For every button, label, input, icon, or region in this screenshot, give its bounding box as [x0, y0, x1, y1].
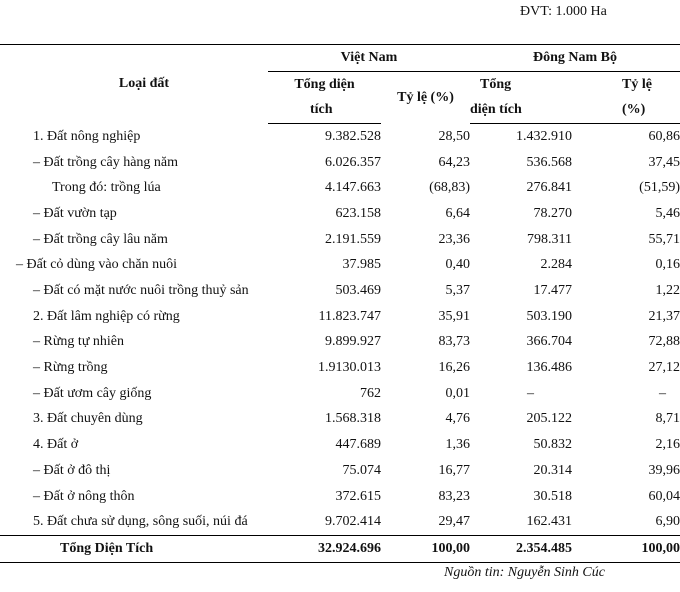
dnb-ratio-cell: 55,71: [648, 231, 680, 247]
dnb-area-cell: 798.311: [527, 231, 572, 247]
row-label: Trong đó: trồng lúa: [52, 180, 161, 196]
dnb-ratio-cell: (51,59): [639, 180, 680, 196]
dnb-area-cell: 17.477: [533, 283, 572, 299]
vn-area-cell: 9.382.528: [325, 128, 381, 144]
dnb-area-cell: 162.431: [526, 514, 572, 530]
dnb-area-cell: 503.190: [526, 308, 572, 324]
dnb-ratio-cell: 6,90: [655, 514, 680, 530]
source-note: Nguồn tin: Nguyễn Sinh Cúc: [444, 565, 605, 580]
total-dnb-area: 2.354.485: [470, 536, 572, 563]
row-label: – Đất trồng cây hàng năm: [33, 154, 179, 170]
vn-area-cell: 9.899.927: [325, 334, 381, 350]
table-row: [0, 253, 680, 279]
vn-ratio-cell: 0,01: [445, 385, 470, 401]
header-dong-nam-bo: Đông Nam Bộ: [470, 45, 680, 72]
header-land-type: Loại đất: [0, 45, 268, 124]
dnb-ratio-cell: 1,22: [655, 283, 680, 299]
vn-area-cell: 1.568.318: [325, 411, 381, 427]
table-row: [0, 381, 680, 407]
row-label: 4. Đất ở: [33, 437, 79, 453]
table-row: [0, 407, 680, 433]
dnb-ratio-cell: 72,88: [648, 334, 680, 350]
row-label: – Đất ở nông thôn: [33, 488, 135, 504]
vn-ratio-cell: 4,76: [445, 411, 470, 427]
table-row: [0, 484, 680, 510]
vn-ratio-cell: 28,50: [438, 128, 470, 144]
vn-area-cell: 2.191.559: [325, 231, 381, 247]
table-row: [0, 278, 680, 304]
dnb-ratio-cell: 2,16: [655, 437, 680, 453]
row-label: 5. Đất chưa sử dụng, sông suối, núi đá: [33, 514, 248, 530]
vn-ratio-cell: (68,83): [429, 180, 470, 196]
header-vietnam: Việt Nam: [268, 45, 470, 72]
table-row: [0, 227, 680, 253]
vn-area-cell: 37.985: [342, 257, 381, 273]
total-dnb-ratio: 100,00: [572, 536, 680, 563]
row-label: – Rừng trồng: [33, 360, 108, 376]
table-row: [0, 124, 680, 150]
header-dnb-ratio-line1: Tỷ lệ: [622, 76, 652, 92]
row-label: – Đất có mặt nước nuôi trồng thuỷ sản: [33, 283, 249, 299]
table-row: [0, 432, 680, 458]
vn-area-cell: 1.9130.013: [318, 360, 381, 376]
table-row: [0, 355, 680, 381]
vn-area-cell: 623.158: [335, 205, 381, 221]
table-row: [0, 150, 680, 176]
header-dnb-ratio-line2: (%): [572, 97, 680, 123]
row-label: – Đất cỏ dùng vào chăn nuôi: [16, 257, 177, 273]
header-dnb-area-line2: diện tích: [470, 97, 572, 123]
dnb-area-cell: 205.122: [526, 411, 572, 427]
dnb-ratio-cell: 8,71: [655, 411, 680, 427]
dnb-area-cell: 50.832: [533, 437, 572, 453]
vn-ratio-cell: 16,77: [438, 462, 470, 478]
dnb-area-cell: 1.432.910: [516, 128, 572, 144]
table-row: [0, 458, 680, 484]
table-row: [0, 330, 680, 356]
land-use-table: [0, 44, 680, 563]
header-vn-area-line2: tích: [268, 97, 381, 123]
vn-ratio-cell: 16,26: [438, 360, 470, 376]
dnb-ratio-cell: 0,16: [655, 257, 680, 273]
vn-ratio-cell: 6,64: [445, 205, 470, 221]
row-label: 1. Đất nông nghiệp: [33, 128, 141, 144]
vn-area-cell: 9.702.414: [325, 514, 381, 530]
row-label: – Đất trồng cây lâu năm: [33, 231, 168, 247]
dnb-area-cell: 536.568: [526, 154, 572, 170]
dnb-area-cell: 136.486: [526, 360, 572, 376]
dnb-ratio-cell: 5,46: [655, 205, 680, 221]
vn-ratio-cell: 0,40: [445, 257, 470, 273]
dnb-ratio-cell: 60,86: [648, 128, 680, 144]
vn-ratio-cell: 35,91: [438, 308, 470, 324]
table-row: [0, 304, 680, 330]
header-vn-ratio: Tỷ lệ (%): [397, 89, 454, 105]
vn-ratio-cell: 1,36: [445, 437, 470, 453]
vn-area-cell: 372.615: [335, 488, 381, 504]
dnb-area-cell: 30.518: [533, 488, 572, 504]
vn-ratio-cell: 64,23: [438, 154, 470, 170]
dnb-area-cell: –: [527, 385, 534, 401]
dnb-ratio-cell: 27,12: [648, 360, 680, 376]
total-label: Tổng Diện Tích: [0, 536, 268, 563]
table-body: [0, 124, 680, 536]
dnb-area-cell: 20.314: [533, 462, 572, 478]
total-vn-area: 32.924.696: [268, 536, 381, 563]
table-row: [0, 175, 680, 201]
row-label: – Đất vườn tạp: [33, 205, 117, 221]
vn-area-cell: 75.074: [342, 462, 381, 478]
vn-area-cell: 447.689: [335, 437, 381, 453]
vn-area-cell: 11.823.747: [318, 308, 381, 324]
dnb-area-cell: 366.704: [526, 334, 572, 350]
table-row: [0, 201, 680, 227]
dnb-ratio-cell: –: [659, 385, 666, 401]
vn-area-cell: 4.147.663: [325, 180, 381, 196]
row-label: – Rừng tự nhiên: [33, 334, 125, 350]
vn-area-cell: 6.026.357: [325, 154, 381, 170]
vn-area-cell: 762: [360, 385, 381, 401]
vn-ratio-cell: 83,73: [438, 334, 470, 350]
row-label: 2. Đất lâm nghiệp có rừng: [33, 308, 180, 324]
vn-ratio-cell: 23,36: [438, 231, 470, 247]
table-row: [0, 509, 680, 535]
row-label: – Đất ươm cây giống: [33, 385, 152, 401]
total-row: [0, 536, 680, 563]
total-vn-ratio: 100,00: [381, 536, 470, 563]
dnb-area-cell: 276.841: [526, 180, 572, 196]
header-vn-area-line1: Tổng diện: [294, 76, 355, 92]
dnb-ratio-cell: 39,96: [648, 462, 680, 478]
dnb-ratio-cell: 60,04: [648, 488, 680, 504]
row-label: – Đất ở đô thị: [33, 462, 111, 478]
table-header: [0, 45, 680, 124]
row-label: 3. Đất chuyên dùng: [33, 411, 143, 427]
dnb-ratio-cell: 21,37: [648, 308, 680, 324]
vn-ratio-cell: 83,23: [438, 488, 470, 504]
vn-area-cell: 503.469: [335, 283, 381, 299]
dnb-area-cell: 2.284: [540, 257, 572, 273]
dnb-ratio-cell: 37,45: [648, 154, 680, 170]
unit-label: ĐVT: 1.000 Ha: [520, 4, 607, 19]
header-dnb-area-line1: Tổng: [480, 76, 512, 92]
dnb-area-cell: 78.270: [533, 205, 572, 221]
vn-ratio-cell: 5,37: [445, 283, 470, 299]
vn-ratio-cell: 29,47: [438, 514, 470, 530]
